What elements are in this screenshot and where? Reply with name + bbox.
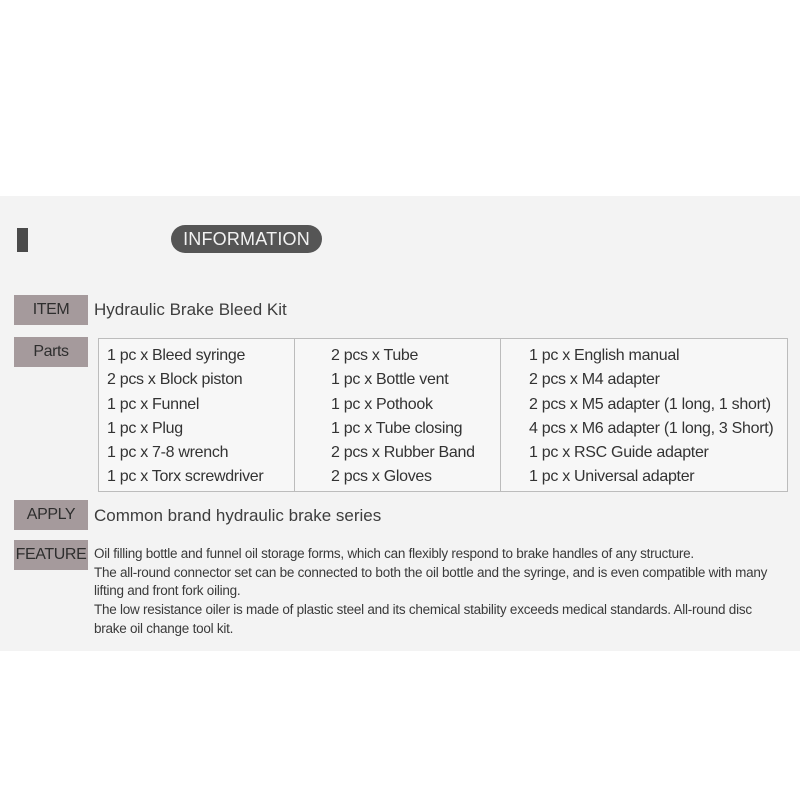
feature-line: The low resistance oiler is made of plastic steel and its chemical stability exceeds medical standards. All-round disc brake oil change tool kit. — [94, 602, 752, 636]
feature-line: The all-round connector set can be connected to both the oil bottle and the syringe, and is even compatible with many lifting and front fork oiling. — [94, 564, 768, 599]
parts-column-1 — [99, 339, 295, 491]
part-item: 2 pcs x M4 adapter — [529, 371, 660, 389]
apply-label: APPLY — [14, 500, 88, 530]
part-item: 2 pcs x Block piston — [107, 371, 243, 389]
feature-line: Oil filling bottle and funnel oil storage forms, which can flexibly respond to brake handles of any structure. — [94, 546, 694, 561]
part-item: 1 pc x 7-8 wrench — [107, 444, 229, 462]
parts-table — [98, 338, 788, 492]
part-item: 2 pcs x Gloves — [331, 468, 432, 486]
part-item: 1 pc x Torx screwdriver — [107, 468, 264, 486]
part-item: 1 pc x Funnel — [107, 395, 200, 413]
parts-label: Parts — [14, 337, 88, 367]
part-item: 1 pc x English manual — [529, 347, 680, 364]
part-item: 1 pc x Bleed syringe — [107, 347, 246, 364]
apply-value: Common brand hydraulic brake series — [94, 506, 382, 525]
part-item: 1 pc x Tube closing — [331, 419, 463, 437]
part-item: 2 pcs x M5 adapter (1 long, 1 short) — [529, 395, 771, 413]
feature-label: FEATURE — [14, 540, 88, 570]
part-item: 2 pcs x Tube — [331, 347, 419, 364]
information-heading: INFORMATION — [171, 225, 322, 253]
part-item: 1 pc x RSC Guide adapter — [529, 444, 709, 462]
part-item: 1 pc x Pothook — [331, 395, 433, 413]
parts-column-2 — [295, 339, 501, 491]
part-item: 4 pcs x M6 adapter (1 long, 3 Short) — [529, 419, 774, 437]
item-label: ITEM — [14, 295, 88, 325]
section-marker — [17, 228, 28, 252]
item-value: Hydraulic Brake Bleed Kit — [94, 300, 287, 319]
part-item: 1 pc x Bottle vent — [331, 371, 449, 389]
part-item: 1 pc x Plug — [107, 419, 183, 437]
feature-text — [94, 545, 784, 639]
parts-column-3 — [501, 339, 787, 491]
part-item: 2 pcs x Rubber Band — [331, 444, 475, 462]
part-item: 1 pc x Universal adapter — [529, 468, 695, 486]
